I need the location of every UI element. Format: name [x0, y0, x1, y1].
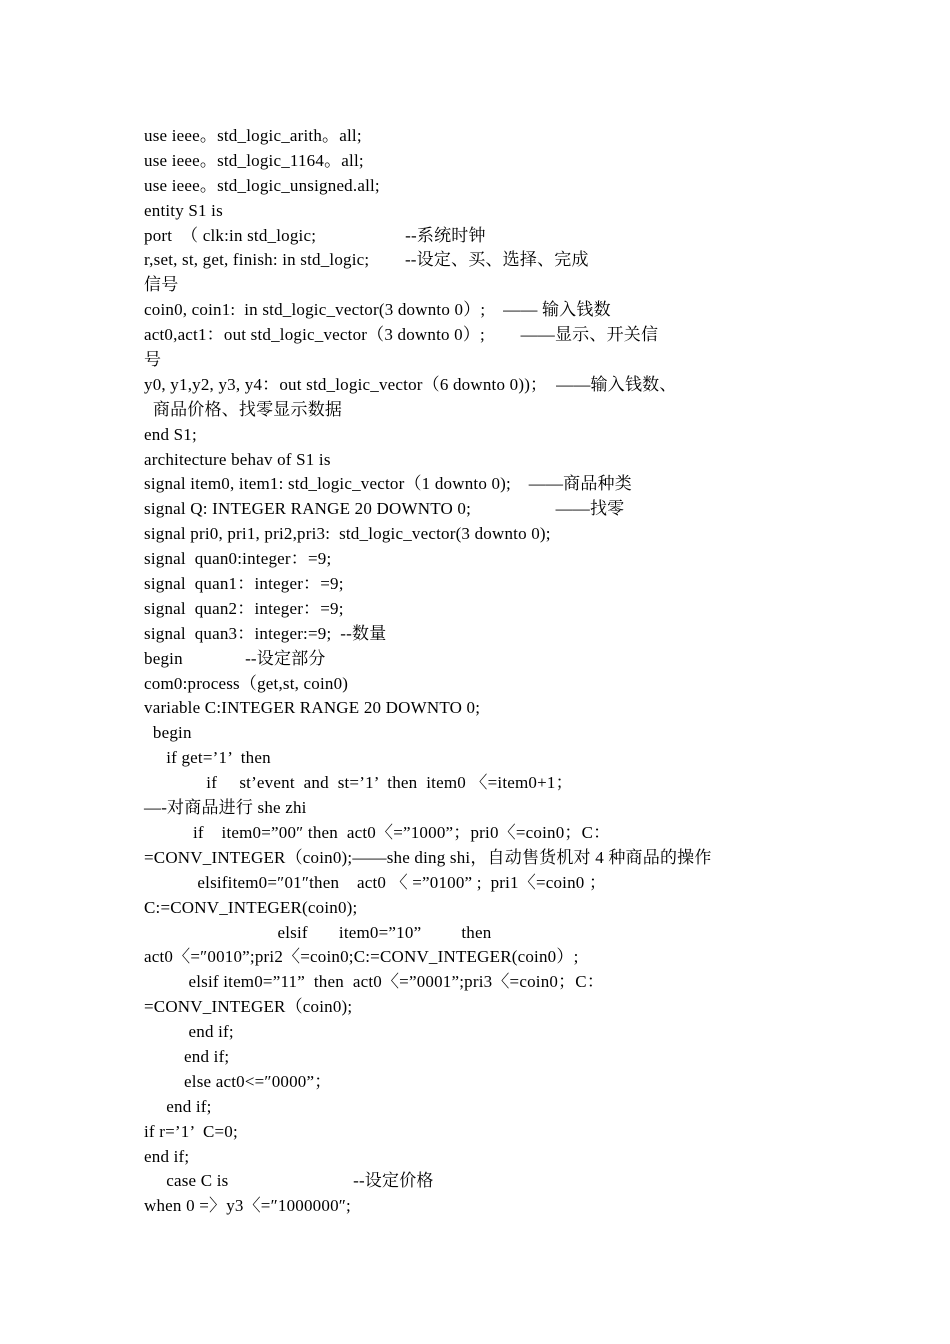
code-line: =CONV_INTEGER（coin0);——she ding shi，自动售货机对 4 种商品的操作 [144, 847, 712, 867]
code-line: use ieee。std_logic_arith。all; [144, 126, 362, 145]
code-line: r,set, st, get, finish: in std_logic; --设定、买、选择、完成 [144, 250, 589, 270]
code-line: case C is --设定价格 [144, 1171, 434, 1191]
code-line: signal item0, item1: std_logic_vector（1 downto 0); ——商品种类 [144, 474, 632, 494]
code-line: end if; [144, 1096, 212, 1116]
code-line: end if; [144, 1146, 190, 1166]
code-line: end if; [144, 1022, 234, 1042]
code-line: else act0<=″0000”； [144, 1071, 332, 1091]
code-line: end S1; [144, 424, 197, 444]
code-line: begin --设定部分 [144, 648, 326, 668]
code-line: C:=CONV_INTEGER(coin0); [144, 897, 358, 917]
code-line: if r=’1’ C=0; [144, 1121, 238, 1141]
code-line: signal quan3：integer:=9; --数量 [144, 623, 387, 643]
code-line: port （ clk:in std_logic; --系统时钟 [144, 225, 486, 245]
code-line: com0:process（get,st, coin0) [144, 673, 349, 693]
code-line: when 0 =〉y3〈=″1000000″; [144, 1196, 351, 1216]
code-line: if st’event and st=’1’ then item0 〈=item0+1； [144, 773, 573, 793]
code-line: y0, y1,y2, y3, y4：out std_logic_vector（6 downto 0))； ——输入钱数、 [144, 374, 677, 394]
code-line: 商品价格、找零显示数据 [144, 399, 343, 419]
code-line: signal quan0:integer：=9; [144, 549, 332, 569]
code-line: elsifitem0=″01″then act0 〈 =”0100” ; pri1〈=coin0 ； [144, 872, 607, 892]
code-line: entity S1 is [144, 200, 223, 220]
code-line: if item0=”00″ then act0〈=”1000”；pri0〈=coin0；C： [144, 822, 611, 842]
code-line: —-对商品进行 she zhi [144, 798, 307, 818]
code-line: 信号 [144, 275, 179, 295]
code-line: use ieee。std_logic_unsigned.all; [144, 175, 380, 195]
code-line: if get=’1’ then [144, 748, 271, 768]
code-line: elsif item0=”10” then [144, 922, 492, 942]
code-line: signal quan2：integer：=9; [144, 598, 344, 618]
code-line: signal pri0, pri1, pri2,pri3: std_logic_vector(3 downto 0); [144, 524, 551, 544]
code-line: begin [144, 723, 192, 743]
code-line: elsif item0=”11” then act0〈=”0001”;pri3〈=coin0；C： [144, 972, 605, 992]
code-line: act0〈=″0010”;pri2〈=coin0;C:=CONV_INTEGER(coin0）; [144, 947, 579, 967]
code-line: =CONV_INTEGER（coin0); [144, 997, 353, 1017]
code-line: act0,act1：out std_logic_vector（3 downto 0）; ——显示、开关信 [144, 325, 659, 345]
code-line: variable C:INTEGER RANGE 20 DOWNTO 0; [144, 698, 481, 718]
code-line: 号 [144, 350, 162, 370]
code-line: signal quan1：integer：=9; [144, 574, 344, 594]
code-line: end if; [144, 1046, 230, 1066]
code-line: architecture behav of S1 is [144, 449, 331, 469]
code-line: signal Q: INTEGER RANGE 20 DOWNTO 0; ——找零 [144, 499, 625, 519]
code-line: use ieee。std_logic_1164。all; [144, 150, 364, 170]
vhdl-code-block [144, 124, 824, 1219]
code-line: coin0, coin1: in std_logic_vector(3 downto 0）; —— 输入钱数 [144, 300, 611, 320]
